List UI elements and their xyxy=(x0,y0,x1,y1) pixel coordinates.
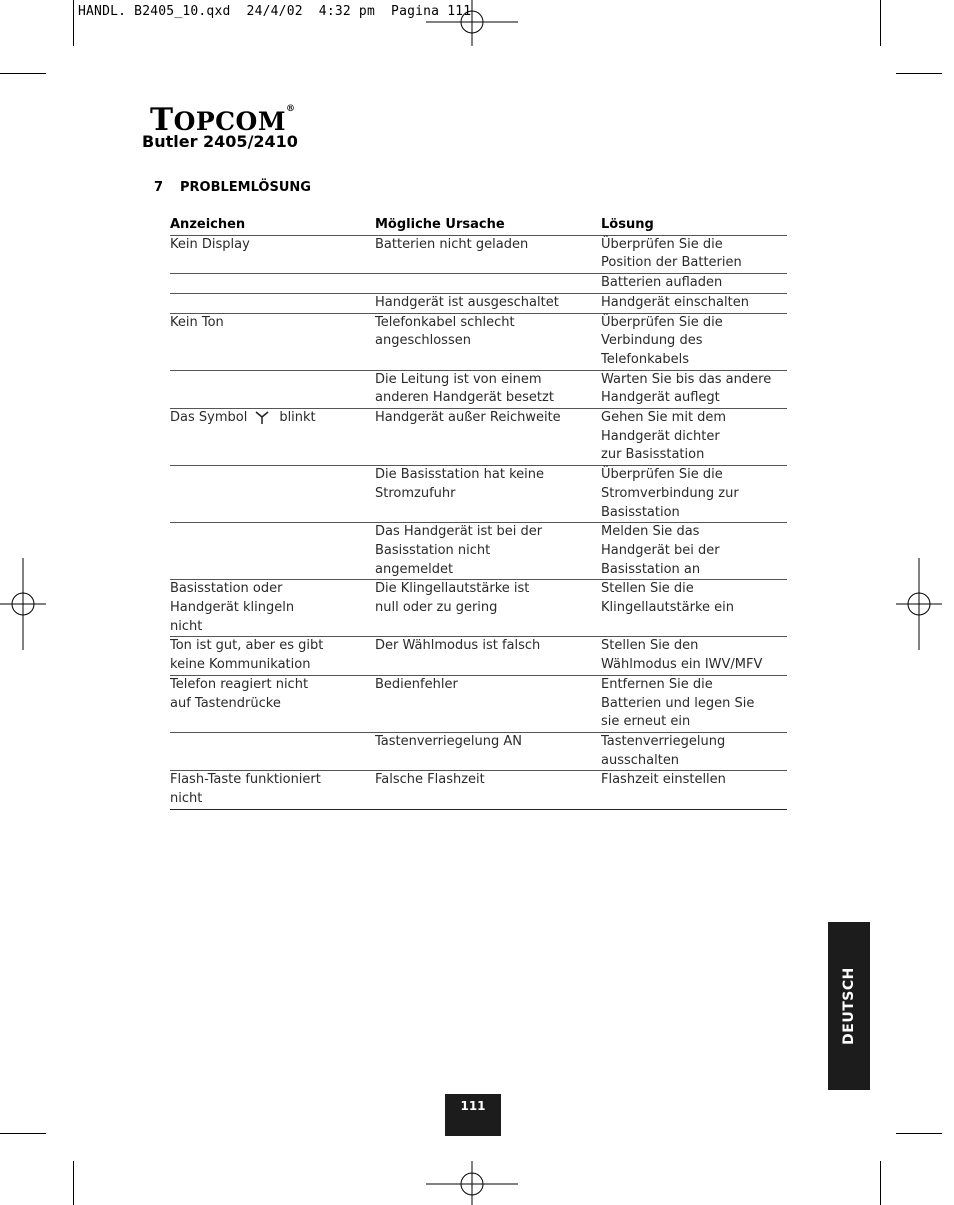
solution-cell: Batterien aufladen xyxy=(601,274,787,294)
solution-cell: Warten Sie bis das andere Handgerät auflegt xyxy=(601,370,787,408)
table-row xyxy=(170,235,787,273)
solution-cell: Stellen Sie die Klingellautstärke ein xyxy=(601,580,787,637)
registration-mark-top xyxy=(426,0,518,46)
cause-cell: Batterien nicht geladen xyxy=(375,235,601,273)
solution-cell: Gehen Sie mit dem Handgerät dichter zur Basisstation xyxy=(601,409,787,466)
crop-mark xyxy=(896,1133,942,1134)
column-header-symptom: Anzeichen xyxy=(170,214,375,235)
language-tab xyxy=(828,922,870,1090)
language-tab-label: DEUTSCH xyxy=(841,967,857,1045)
symptom-cell: Flash-Taste funktioniert nicht xyxy=(170,771,375,809)
troubleshooting-table xyxy=(170,214,787,810)
table-row xyxy=(170,771,787,809)
table-row xyxy=(170,637,787,675)
crop-mark xyxy=(880,0,881,46)
cause-cell: Der Wählmodus ist falsch xyxy=(375,637,601,675)
cause-cell: Falsche Flashzeit xyxy=(375,771,601,809)
symptom-text-after: blinkt xyxy=(279,410,316,426)
cause-cell: Bedienfehler xyxy=(375,675,601,732)
column-header-cause: Mögliche Ursache xyxy=(375,214,601,235)
table-row xyxy=(170,523,787,580)
page-number: 111 xyxy=(445,1094,501,1136)
table-row xyxy=(170,580,787,637)
crop-mark xyxy=(73,1161,74,1205)
symptom-cell xyxy=(170,293,375,313)
section-number: 7 xyxy=(154,180,164,195)
crop-mark xyxy=(880,1161,881,1205)
solution-cell: Flashzeit einstellen xyxy=(601,771,787,809)
crop-mark xyxy=(0,1133,46,1134)
solution-cell: Melden Sie das Handgerät bei der Basisstation an xyxy=(601,523,787,580)
table-row xyxy=(170,274,787,294)
section-title: PROBLEMLÖSUNG xyxy=(180,180,311,195)
print-slug-line: HANDL. B2405_10.qxd 24/4/02 4:32 pm Pagina 111 xyxy=(78,4,472,19)
symptom-cell: Kein Ton xyxy=(170,313,375,370)
symptom-cell xyxy=(170,523,375,580)
solution-cell: Überprüfen Sie die Stromverbindung zur Basisstation xyxy=(601,466,787,523)
product-title: Butler 2405/2410 xyxy=(142,132,298,151)
solution-cell: Überprüfen Sie die Position der Batterien xyxy=(601,235,787,273)
logo-text: OPCOM xyxy=(173,107,287,136)
registration-mark-right xyxy=(896,558,942,650)
symptom-cell: Basisstation oder Handgerät klingeln nicht xyxy=(170,580,375,637)
cause-cell: Das Handgerät ist bei der Basisstation nicht angemeldet xyxy=(375,523,601,580)
table-row xyxy=(170,732,787,770)
crop-mark xyxy=(896,73,942,74)
table-row xyxy=(170,675,787,732)
cause-cell: Tastenverriegelung AN xyxy=(375,732,601,770)
table-row xyxy=(170,370,787,408)
symptom-cell xyxy=(170,274,375,294)
solution-cell: Handgerät einschalten xyxy=(601,293,787,313)
cause-cell: Handgerät ist ausgeschaltet xyxy=(375,293,601,313)
antenna-icon xyxy=(255,410,269,424)
solution-cell: Überprüfen Sie die Verbindung des Telefonkabels xyxy=(601,313,787,370)
solution-cell: Entfernen Sie die Batterien und legen Sie sie erneut ein xyxy=(601,675,787,732)
symptom-cell: Telefon reagiert nicht auf Tastendrücke xyxy=(170,675,375,732)
registration-mark-left xyxy=(0,558,46,650)
table-row xyxy=(170,466,787,523)
table-header-row xyxy=(170,214,787,235)
cause-cell: Die Klingellautstärke ist null oder zu gering xyxy=(375,580,601,637)
symptom-cell xyxy=(170,409,375,466)
cause-cell: Die Basisstation hat keine Stromzufuhr xyxy=(375,466,601,523)
column-header-solution: Lösung xyxy=(601,214,787,235)
cause-cell: Handgerät außer Reichweite xyxy=(375,409,601,466)
symptom-cell: Ton ist gut, aber es gibt keine Kommunikation xyxy=(170,637,375,675)
cause-cell: Die Leitung ist von einem anderen Handgerät besetzt xyxy=(375,370,601,408)
symptom-cell xyxy=(170,370,375,408)
solution-cell: Tastenverriegelung ausschalten xyxy=(601,732,787,770)
crop-mark xyxy=(0,73,46,74)
symptom-cell xyxy=(170,466,375,523)
symptom-cell xyxy=(170,732,375,770)
cause-cell: Telefonkabel schlecht angeschlossen xyxy=(375,313,601,370)
table-row xyxy=(170,293,787,313)
table-row xyxy=(170,313,787,370)
section-heading xyxy=(154,180,311,195)
table-row xyxy=(170,409,787,466)
symptom-cell: Kein Display xyxy=(170,235,375,273)
cause-cell xyxy=(375,274,601,294)
logo-initial: T xyxy=(150,102,174,138)
symptom-text-before: Das Symbol xyxy=(170,410,248,426)
solution-cell: Stellen Sie den Wählmodus ein IWV/MFV xyxy=(601,637,787,675)
registration-mark-bottom xyxy=(426,1161,518,1205)
logo-registered-mark: ® xyxy=(286,104,296,114)
crop-mark xyxy=(73,0,74,46)
